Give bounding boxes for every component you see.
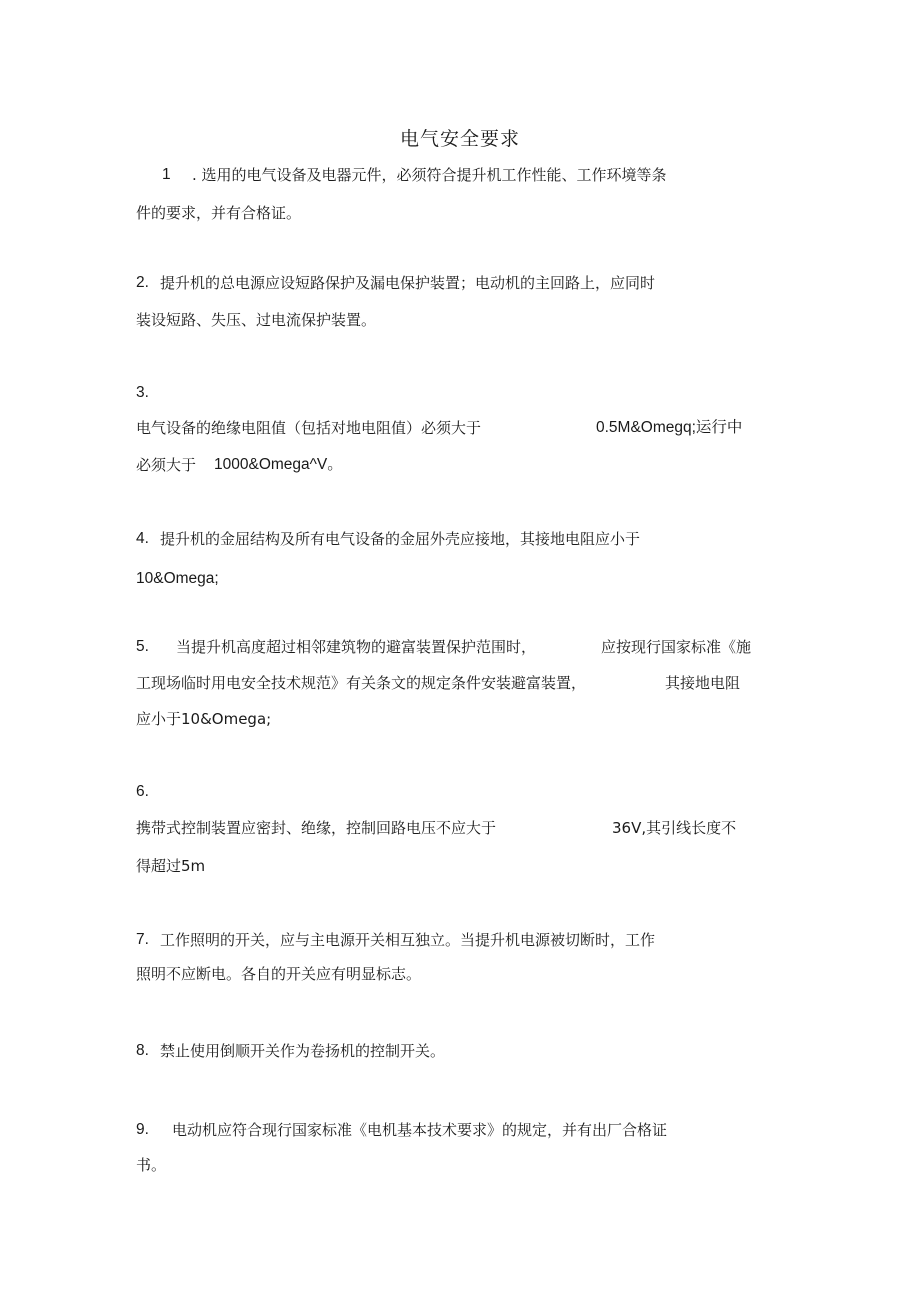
item-5-number: 5. — [136, 638, 149, 655]
item-5-line-2: 工现场临时用电安全技术规范》有关条文的规定条件安装避富装置， — [136, 674, 587, 692]
item-6-line-2: 得超过5m — [136, 857, 206, 875]
page-title: 电气安全要求 — [399, 128, 520, 150]
item-3-value-2: 1000&Omega^V。 — [214, 456, 343, 473]
item-2-number: 2. — [136, 274, 149, 291]
item-3-line-2: 必须大于 — [136, 456, 197, 474]
item-9-line-1: 电动机应符合现行国家标准《电机基本技术要求》的规定，并有出厂合格证 — [172, 1121, 668, 1139]
item-1-line-1: . 选用的电气设备及电器元件，必须符合提升机工作性能、工作环境等条 — [192, 166, 667, 184]
item-7-number: 7. — [136, 931, 149, 948]
item-1-number: 1 — [162, 166, 171, 183]
item-4-line-2: 10&Omega; — [136, 570, 219, 587]
item-4-number: 4. — [136, 530, 149, 547]
item-6-number: 6. — [136, 783, 149, 800]
item-6-value-1: 36V,其引线长度不 — [612, 819, 737, 837]
item-2-line-2: 装设短路、失压、过电流保护装置。 — [136, 311, 377, 329]
item-3-number: 3. — [136, 384, 149, 401]
item-8-number: 8. — [136, 1042, 149, 1059]
item-3-value-1: 0.5M&Omegq;运行中 — [596, 419, 743, 436]
item-5-line-2b: 其接地电阻 — [665, 674, 741, 692]
item-5-line-3: 应小于10&Omega; — [136, 710, 272, 728]
item-5-line-1b: 应按现行国家标准《施 — [601, 638, 752, 656]
item-9-line-2: 书。 — [136, 1156, 167, 1174]
item-1-line-2: 件的要求，并有合格证。 — [136, 204, 302, 222]
item-4-line-1: 提升机的金屈结构及所有电气设备的金屈外壳应接地，其接地电阻应小于 — [160, 530, 641, 548]
item-2-line-1: 提升机的总电源应设短路保护及漏电保护装置；电动机的主回路上，应同时 — [160, 274, 656, 292]
item-9-number: 9. — [136, 1121, 149, 1138]
item-8-line-1: 禁止使用倒顺开关作为卷扬机的控制开关。 — [160, 1042, 446, 1060]
item-5-line-1: 当提升机高度超过相邻建筑物的避富装置保护范围时， — [176, 638, 537, 656]
item-7-line-2: 照明不应断电。各自的开关应有明显标志。 — [136, 965, 422, 983]
item-3-line-1: 电气设备的绝缘电阻值（包括对地电阻值）必须大于 — [136, 419, 482, 437]
item-7-line-1: 工作照明的开关，应与主电源开关相互独立。当提升机电源被切断时，工作 — [160, 931, 656, 949]
item-6-line-1: 携带式控制装置应密封、绝缘，控制回路电压不应大于 — [136, 819, 497, 837]
